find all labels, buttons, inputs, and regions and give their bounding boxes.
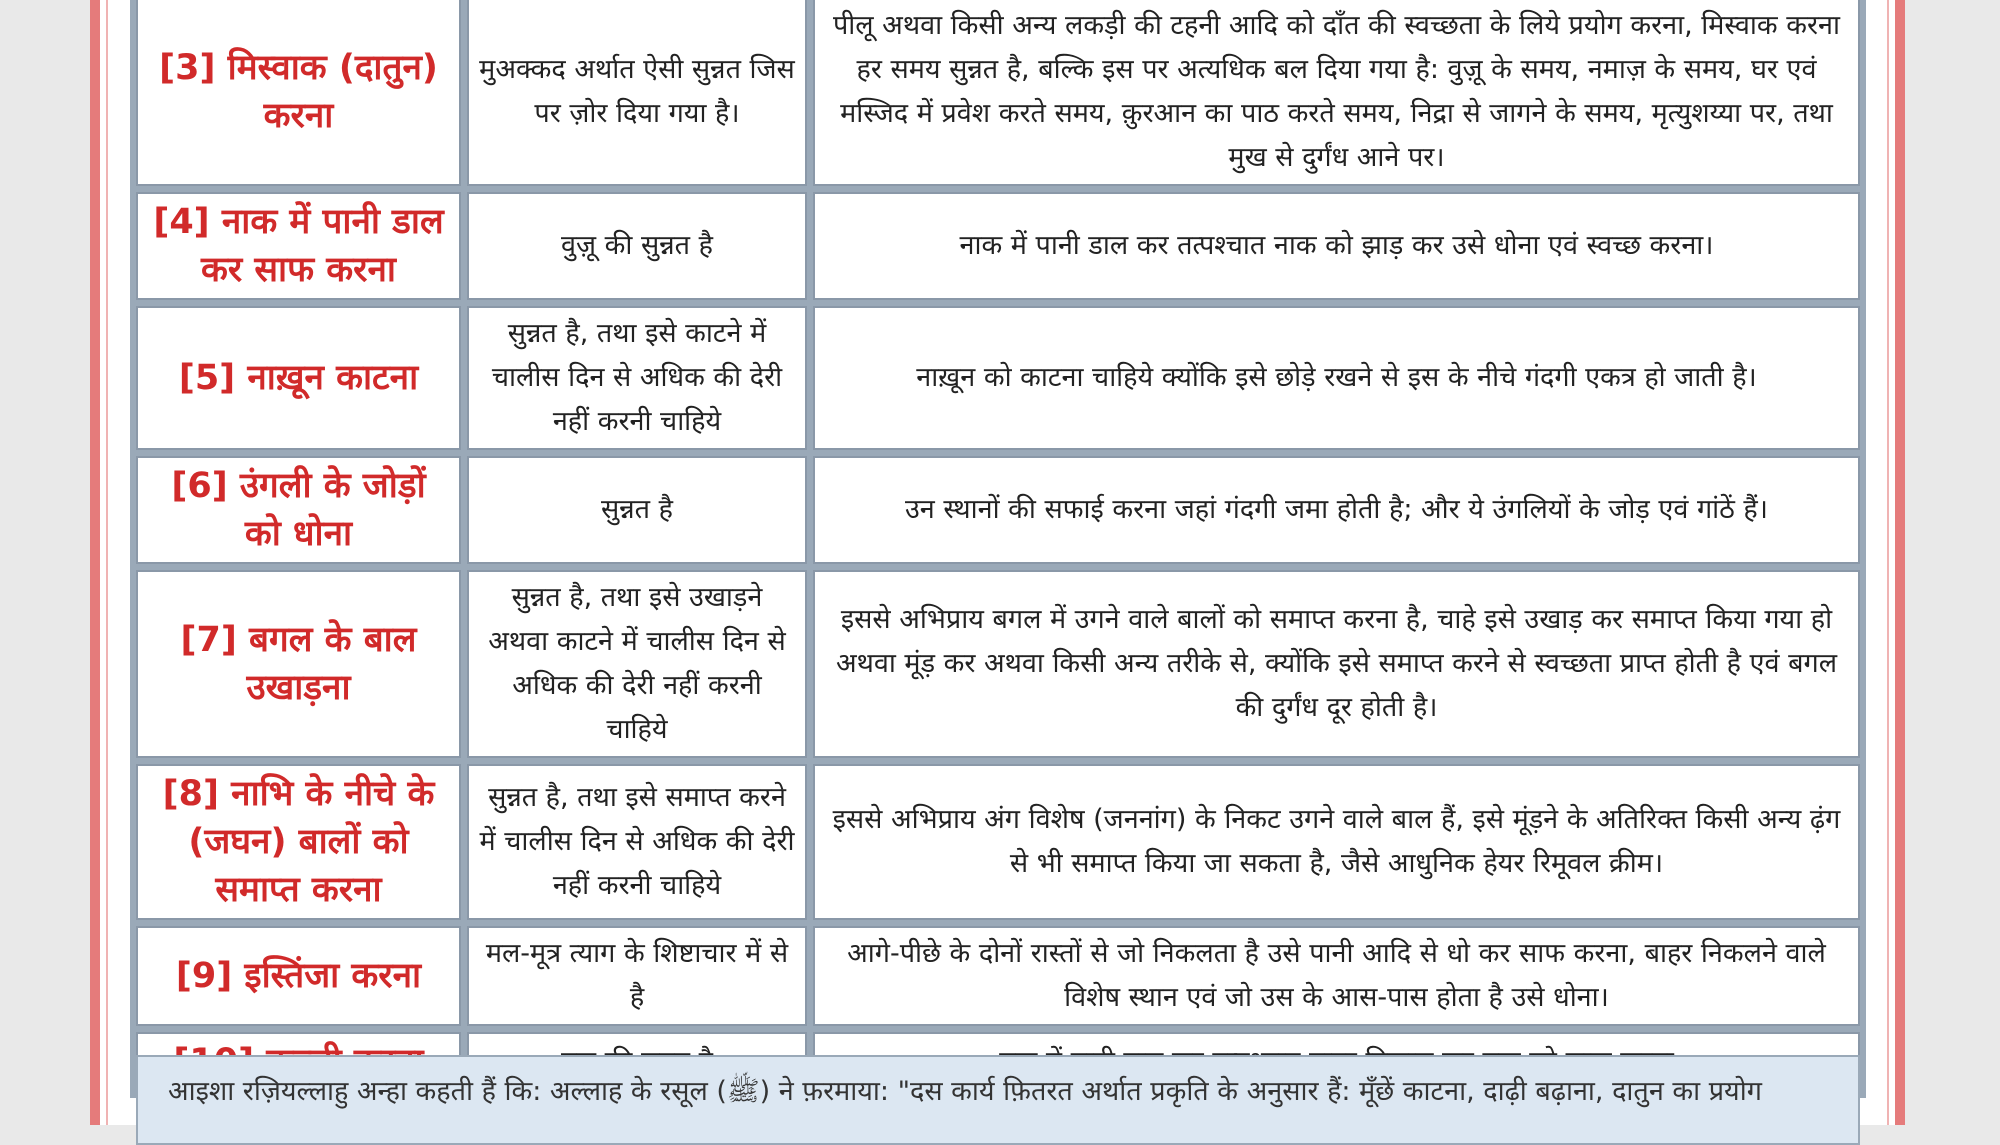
practice-name: [6] उंगली के जोड़ों को धोना — [136, 456, 461, 564]
practice-name: [8] नाभि के नीचे के (जघन) बालों को समाप्त करना — [136, 764, 461, 920]
practice-description: इससे अभिप्राय अंग विशेष (जननांग) के निकट उगने वाले बाल हैं, इसे मूंड़ने के अतिरिक्त किसी अन्य ढ़ंग से भी समाप्त किया जा सकता है, जैसे आधुनिक हेयर रिमूवल क्रीम। — [813, 764, 1860, 920]
practice-status: सुन्नत है, तथा इसे समाप्त करने में चालीस दिन से अधिक की देरी नहीं करनी चाहिये — [467, 764, 807, 920]
practice-name: [9] इस्तिंजा करना — [136, 926, 461, 1026]
practice-status: मल-मूत्र त्याग के शिष्टाचार में से है — [467, 926, 807, 1026]
practice-name: [4] नाक में पानी डाल कर साफ करना — [136, 192, 461, 300]
practice-description: पीलू अथवा किसी अन्य लकड़ी की टहनी आदि को दाँत की स्वच्छता के लिये प्रयोग करना, मिस्वाक करना हर समय सुन्नत है, बल्कि इस पर अत्यधिक बल दिया गया है: वुज़ू के समय, नमाज़ के समय, घर एवं मस्जिद में प्रवेश करते समय, क़ुरआन का पाठ करते समय, निद्रा से जागने के समय, मृत्युशय्या पर, तथा मुख से दुर्गंध आने पर। — [813, 0, 1860, 186]
page-border-line-right — [1887, 0, 1889, 1125]
practice-status: सुन्नत है, तथा इसे उखाड़ने अथवा काटने में चालीस दिन से अधिक की देरी नहीं करनी चाहिये — [467, 570, 807, 758]
practice-status: वुज़ू की सुन्नत है — [467, 192, 807, 300]
table-row — [136, 764, 1860, 920]
table-row — [136, 926, 1860, 1026]
page-border-line-left — [106, 0, 108, 1125]
practice-name: [5] नाख़ून काटना — [136, 306, 461, 450]
table-row — [136, 306, 1860, 450]
table-row — [136, 192, 1860, 300]
practice-name: [7] बगल के बाल उखाड़ना — [136, 570, 461, 758]
sunnah-table — [130, 0, 1866, 1098]
practice-description: उन स्थानों की सफाई करना जहां गंदगी जमा होती है; और ये उंगलियों के जोड़ एवं गांठें हैं। — [813, 456, 1860, 564]
practice-status: मुअक्कद अर्थात ऐसी सुन्नत जिस पर ज़ोर दिया गया है। — [467, 0, 807, 186]
table-row — [136, 456, 1860, 564]
practice-status: सुन्नत है, तथा इसे काटने में चालीस दिन से अधिक की देरी नहीं करनी चाहिये — [467, 306, 807, 450]
table-row — [136, 0, 1860, 186]
practice-status: सुन्नत है — [467, 456, 807, 564]
hadith-text: आइशा रज़ियल्लाहु अन्हा कहती हैं कि: अल्लाह के रसूल (ﷺ) ने फ़रमाया: "दस कार्य फ़ितरत अर्थात प्रकृति के अनुसार हैं: मूँछें काटना, दाढ़ी बढ़ाना, दातुन का प्रयोग — [168, 1076, 1762, 1107]
practice-name: [3] मिस्वाक (दातुन) करना — [136, 0, 461, 186]
practice-description: आगे-पीछे के दोनों रास्तों से जो निकलता है उसे पानी आदि से धो कर साफ करना, बाहर निकलने वाले विशेष स्थान एवं जो उस के आस-पास होता है उसे धोना। — [813, 926, 1860, 1026]
practice-description: इससे अभिप्राय बगल में उगने वाले बालों को समाप्त करना है, चाहे इसे उखाड़ कर समाप्त किया गया हो अथवा मूंड़ कर अथवा किसी अन्य तरीके से, क्योंकि इसे समाप्त करने से स्वच्छता प्राप्त होती है एवं बगल की दुर्गंध दूर होती है। — [813, 570, 1860, 758]
practice-description: नाख़ून को काटना चाहिये क्योंकि इसे छोड़े रखने से इस के नीचे गंदगी एकत्र हो जाती है। — [813, 306, 1860, 450]
practice-description: नाक में पानी डाल कर तत्पश्चात नाक को झाड़ कर उसे धोना एवं स्वच्छ करना। — [813, 192, 1860, 300]
table-row — [136, 570, 1860, 758]
hadith-box — [136, 1055, 1860, 1145]
